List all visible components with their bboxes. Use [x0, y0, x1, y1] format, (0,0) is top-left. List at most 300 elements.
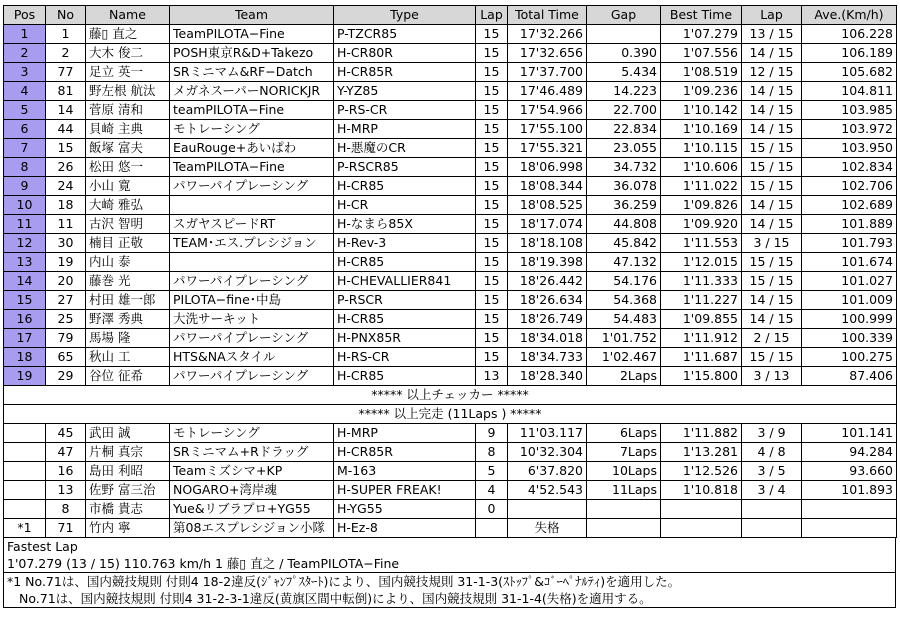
cell-team: パワーパイプレーシング — [170, 367, 334, 386]
cell-lap — [476, 519, 508, 538]
cell-no: 45 — [46, 424, 86, 443]
cell-gap: 36.078 — [587, 177, 661, 196]
header-row — [4, 6, 897, 25]
cell-lap: 15 — [476, 158, 508, 177]
cell-gap: 2Laps — [587, 367, 661, 386]
cell-no: 25 — [46, 310, 86, 329]
cell-gap: 11Laps — [587, 481, 661, 500]
cell-gap — [587, 500, 661, 519]
cell-average: 101.027 — [802, 272, 897, 291]
table-row — [4, 500, 897, 519]
cell-no: 13 — [46, 481, 86, 500]
cell-best-lap: 14 / 15 — [742, 101, 802, 120]
cell-average: 100.275 — [802, 348, 897, 367]
cell-team — [170, 196, 334, 215]
cell-type: H-悪魔のCR — [334, 139, 476, 158]
cell-best-lap: 3 / 9 — [742, 424, 802, 443]
cell-average: 103.972 — [802, 120, 897, 139]
cell-lap: 15 — [476, 44, 508, 63]
table-row — [4, 329, 897, 348]
table-row — [4, 424, 897, 443]
notes-section — [3, 573, 896, 608]
cell-lap: 15 — [476, 139, 508, 158]
cell-total-time: 18'34.018 — [508, 329, 587, 348]
table-row — [4, 272, 897, 291]
cell-best-lap: 15 / 15 — [742, 348, 802, 367]
cell-no: 30 — [46, 234, 86, 253]
cell-name: 大木 俊二 — [86, 44, 170, 63]
table-row — [4, 101, 897, 120]
cell-best-time: 1'10.818 — [661, 481, 742, 500]
cell-total-time: 17'54.966 — [508, 101, 587, 120]
cell-gap: 54.483 — [587, 310, 661, 329]
cell-lap: 15 — [476, 177, 508, 196]
cell-best-time: 1'15.800 — [661, 367, 742, 386]
cell-no: 19 — [46, 253, 86, 272]
cell-type: H-CR85R — [334, 443, 476, 462]
table-row — [4, 25, 897, 44]
cell-total-time: 18'26.442 — [508, 272, 587, 291]
cell-name: 竹内 寧 — [86, 519, 170, 538]
cell-name: 村田 雄一郎 — [86, 291, 170, 310]
cell-pos: 9 — [4, 177, 46, 196]
separator-row — [4, 386, 897, 405]
cell-team: HTS&NAスタイル — [170, 348, 334, 367]
cell-best-time: 1'11.687 — [661, 348, 742, 367]
table-row — [4, 462, 897, 481]
cell-pos: 11 — [4, 215, 46, 234]
cell-team: Teamミズシマ+KP — [170, 462, 334, 481]
cell-team — [170, 253, 334, 272]
cell-lap: 0 — [476, 500, 508, 519]
cell-team: POSH東京R&D+Takezo — [170, 44, 334, 63]
cell-type: H-Ez-8 — [334, 519, 476, 538]
cell-gap — [587, 25, 661, 44]
header-average: Ave.(Km/h) — [802, 6, 897, 25]
header-name: Name — [86, 6, 170, 25]
cell-name: 島田 利昭 — [86, 462, 170, 481]
cell-team: NOGARO+湾岸魂 — [170, 481, 334, 500]
table-row — [4, 44, 897, 63]
cell-best-lap: 14 / 15 — [742, 44, 802, 63]
cell-type: H-MRP — [334, 120, 476, 139]
cell-team: TEAM･エス.プレシジョン — [170, 234, 334, 253]
cell-type: P-RSCR — [334, 291, 476, 310]
cell-best-lap: 14 / 15 — [742, 196, 802, 215]
cell-pos: 14 — [4, 272, 46, 291]
cell-team: パワーパイプレーシング — [170, 177, 334, 196]
cell-type: H-YG55 — [334, 500, 476, 519]
cell-no: 47 — [46, 443, 86, 462]
cell-pos — [4, 424, 46, 443]
cell-total-time — [508, 500, 587, 519]
cell-name: 野澤 秀典 — [86, 310, 170, 329]
cell-total-time: 17'55.321 — [508, 139, 587, 158]
cell-team: TeamPILOTA−Fine — [170, 25, 334, 44]
cell-total-time: 17'32.266 — [508, 25, 587, 44]
cell-no: 77 — [46, 63, 86, 82]
cell-name: 飯塚 富夫 — [86, 139, 170, 158]
cell-gap: 14.223 — [587, 82, 661, 101]
cell-type: H-なまら85X — [334, 215, 476, 234]
cell-pos: 10 — [4, 196, 46, 215]
cell-gap: 54.176 — [587, 272, 661, 291]
checker-separator: ***** 以上チェッカー ***** — [4, 386, 897, 405]
cell-no: 18 — [46, 196, 86, 215]
header-lap: Lap — [476, 6, 508, 25]
cell-average: 101.889 — [802, 215, 897, 234]
cell-average — [802, 500, 897, 519]
cell-best-lap: 14 / 15 — [742, 215, 802, 234]
cell-name: 内山 泰 — [86, 253, 170, 272]
finish-separator: ***** 以上完走 (11Laps ) ***** — [4, 405, 897, 424]
cell-total-time: 失格 — [508, 519, 587, 538]
cell-lap: 15 — [476, 120, 508, 139]
cell-gap: 6Laps — [587, 424, 661, 443]
cell-total-time: 18'26.634 — [508, 291, 587, 310]
cell-total-time: 4'52.543 — [508, 481, 587, 500]
cell-best-time — [661, 519, 742, 538]
cell-best-time: 1'09.236 — [661, 82, 742, 101]
cell-name: 足立 英一 — [86, 63, 170, 82]
header-best-lap: Lap — [742, 6, 802, 25]
cell-type: H-CR85 — [334, 367, 476, 386]
fastest-lap-section — [3, 538, 896, 573]
cell-total-time: 17'32.656 — [508, 44, 587, 63]
cell-no: 20 — [46, 272, 86, 291]
cell-no: 44 — [46, 120, 86, 139]
cell-no: 71 — [46, 519, 86, 538]
cell-no: 1 — [46, 25, 86, 44]
table-row — [4, 177, 897, 196]
cell-pos: 19 — [4, 367, 46, 386]
cell-name: 藤▯ 直之 — [86, 25, 170, 44]
cell-team: パワーパイプレーシング — [170, 272, 334, 291]
table-row — [4, 120, 897, 139]
header-team: Team — [170, 6, 334, 25]
cell-type: H-CR85 — [334, 310, 476, 329]
header-pos: Pos — [4, 6, 46, 25]
cell-no: 11 — [46, 215, 86, 234]
cell-best-lap: 14 / 15 — [742, 310, 802, 329]
cell-no: 16 — [46, 462, 86, 481]
cell-name: 野左根 航汰 — [86, 82, 170, 101]
table-row — [4, 253, 897, 272]
cell-best-lap — [742, 500, 802, 519]
cell-lap: 15 — [476, 291, 508, 310]
table-row — [4, 234, 897, 253]
cell-pos: 12 — [4, 234, 46, 253]
cell-best-lap: 14 / 15 — [742, 291, 802, 310]
cell-team: EauRouge+あいぱわ — [170, 139, 334, 158]
cell-lap: 4 — [476, 481, 508, 500]
cell-best-lap: 14 / 15 — [742, 82, 802, 101]
table-row — [4, 481, 897, 500]
cell-pos — [4, 443, 46, 462]
cell-best-lap: 3 / 13 — [742, 367, 802, 386]
table-row — [4, 291, 897, 310]
cell-type: H-CR85 — [334, 253, 476, 272]
separator-row — [4, 405, 897, 424]
cell-best-time: 1'09.920 — [661, 215, 742, 234]
cell-total-time: 18'06.998 — [508, 158, 587, 177]
cell-best-lap: 12 / 15 — [742, 63, 802, 82]
cell-pos — [4, 462, 46, 481]
cell-team: メガネスーパーNORICKJR — [170, 82, 334, 101]
cell-pos — [4, 500, 46, 519]
cell-best-time: 1'07.556 — [661, 44, 742, 63]
cell-average: 102.706 — [802, 177, 897, 196]
cell-type: H-CHEVALLIER841 — [334, 272, 476, 291]
cell-no: 8 — [46, 500, 86, 519]
cell-best-time: 1'13.281 — [661, 443, 742, 462]
cell-gap: 47.132 — [587, 253, 661, 272]
cell-gap: 1'01.752 — [587, 329, 661, 348]
cell-gap: 44.808 — [587, 215, 661, 234]
cell-best-lap: 4 / 8 — [742, 443, 802, 462]
cell-average: 105.682 — [802, 63, 897, 82]
cell-best-time: 1'09.855 — [661, 310, 742, 329]
cell-team: モトレーシング — [170, 120, 334, 139]
cell-gap — [587, 519, 661, 538]
cell-name: 菅原 清和 — [86, 101, 170, 120]
header-total-time: Total Time — [508, 6, 587, 25]
fastest-lap-text: 1'07.279 (13 / 15) 110.763 km/h 1 藤▯ 直之 / TeamPILOTA−Fine — [7, 556, 400, 571]
cell-no: 15 — [46, 139, 86, 158]
cell-pos: 17 — [4, 329, 46, 348]
cell-lap: 5 — [476, 462, 508, 481]
cell-type: H-CR — [334, 196, 476, 215]
note-2: No.71は、国内競技規則 付則4 31-2-3-1違反(黄旗区間中転倒)により、国内競技規則 31-1-4(失格)を適用する。 — [19, 591, 652, 606]
cell-best-lap — [742, 519, 802, 538]
cell-lap: 13 — [476, 367, 508, 386]
cell-total-time: 18'26.749 — [508, 310, 587, 329]
cell-best-time: 1'11.227 — [661, 291, 742, 310]
cell-lap: 15 — [476, 82, 508, 101]
cell-no: 65 — [46, 348, 86, 367]
cell-pos — [4, 481, 46, 500]
cell-name: 武田 誠 — [86, 424, 170, 443]
cell-lap: 9 — [476, 424, 508, 443]
cell-best-time: 1'09.826 — [661, 196, 742, 215]
cell-name: 片桐 真宗 — [86, 443, 170, 462]
fastest-lap-title: Fastest Lap — [7, 539, 78, 554]
cell-team: SRミニマム+Rドラッグ — [170, 443, 334, 462]
cell-best-time: 1'12.015 — [661, 253, 742, 272]
cell-pos: 16 — [4, 310, 46, 329]
cell-no: 81 — [46, 82, 86, 101]
cell-gap: 22.834 — [587, 120, 661, 139]
cell-name: 古沢 智明 — [86, 215, 170, 234]
cell-no: 29 — [46, 367, 86, 386]
note-1: *1 No.71は、国内競技規則 付則4 18-2違反(ｼﾞｬﾝﾌﾟｽﾀｰﾄ)により、国内競技規則 31-1-3(ｽﾄｯﾌﾟ&ｺﾞｰﾍﾟﾅﾙﾃｨ)を適用した。 — [7, 574, 681, 589]
cell-lap: 15 — [476, 310, 508, 329]
cell-average: 102.834 — [802, 158, 897, 177]
cell-average: 93.660 — [802, 462, 897, 481]
cell-pos: 18 — [4, 348, 46, 367]
cell-name: 佐野 富三治 — [86, 481, 170, 500]
cell-average: 102.689 — [802, 196, 897, 215]
cell-gap: 45.842 — [587, 234, 661, 253]
cell-no: 14 — [46, 101, 86, 120]
cell-total-time: 6'37.820 — [508, 462, 587, 481]
cell-type: P-RSCR85 — [334, 158, 476, 177]
cell-average: 94.284 — [802, 443, 897, 462]
cell-best-lap: 15 / 15 — [742, 253, 802, 272]
cell-best-lap: 3 / 4 — [742, 481, 802, 500]
cell-lap: 15 — [476, 215, 508, 234]
cell-lap: 15 — [476, 272, 508, 291]
cell-type: H-PNX85R — [334, 329, 476, 348]
cell-team: Yue&リブラプロ+YG55 — [170, 500, 334, 519]
cell-total-time: 17'46.489 — [508, 82, 587, 101]
cell-pos: 6 — [4, 120, 46, 139]
cell-type: M-163 — [334, 462, 476, 481]
cell-gap: 5.434 — [587, 63, 661, 82]
cell-average: 103.950 — [802, 139, 897, 158]
cell-name: 楠目 正敬 — [86, 234, 170, 253]
table-row — [4, 215, 897, 234]
cell-best-lap: 15 / 15 — [742, 158, 802, 177]
cell-total-time: 11'03.117 — [508, 424, 587, 443]
cell-total-time: 17'55.100 — [508, 120, 587, 139]
table-row — [4, 139, 897, 158]
cell-best-time: 1'11.553 — [661, 234, 742, 253]
cell-pos: 3 — [4, 63, 46, 82]
cell-total-time: 18'34.733 — [508, 348, 587, 367]
cell-best-time: 1'10.169 — [661, 120, 742, 139]
header-best-time: Best Time — [661, 6, 742, 25]
table-row — [4, 158, 897, 177]
cell-gap: 54.368 — [587, 291, 661, 310]
cell-gap: 0.390 — [587, 44, 661, 63]
cell-type: H-SUPER FREAK! — [334, 481, 476, 500]
cell-average: 100.339 — [802, 329, 897, 348]
cell-name: 秋山 工 — [86, 348, 170, 367]
cell-gap: 36.259 — [587, 196, 661, 215]
cell-best-time: 1'11.333 — [661, 272, 742, 291]
cell-no: 27 — [46, 291, 86, 310]
cell-team: スガヤスピードRT — [170, 215, 334, 234]
cell-best-time: 1'07.279 — [661, 25, 742, 44]
cell-gap: 1'02.467 — [587, 348, 661, 367]
cell-lap: 15 — [476, 234, 508, 253]
table-row — [4, 367, 897, 386]
table-row — [4, 348, 897, 367]
cell-best-time: 1'11.912 — [661, 329, 742, 348]
cell-type: H-MRP — [334, 424, 476, 443]
cell-gap: 7Laps — [587, 443, 661, 462]
cell-lap: 15 — [476, 329, 508, 348]
cell-pos: 2 — [4, 44, 46, 63]
cell-name: 藤巻 光 — [86, 272, 170, 291]
cell-best-time — [661, 500, 742, 519]
cell-lap: 15 — [476, 25, 508, 44]
cell-type: H-Rev-3 — [334, 234, 476, 253]
cell-total-time: 18'08.344 — [508, 177, 587, 196]
cell-total-time: 18'17.074 — [508, 215, 587, 234]
cell-gap: 34.732 — [587, 158, 661, 177]
table-row — [4, 310, 897, 329]
cell-average: 104.811 — [802, 82, 897, 101]
table-row — [4, 443, 897, 462]
cell-pos: 15 — [4, 291, 46, 310]
cell-name: 市橋 貴志 — [86, 500, 170, 519]
cell-team: teamPILOTA−Fine — [170, 101, 334, 120]
cell-average: 100.999 — [802, 310, 897, 329]
cell-total-time: 18'19.398 — [508, 253, 587, 272]
cell-average: 103.985 — [802, 101, 897, 120]
cell-pos: 8 — [4, 158, 46, 177]
cell-best-lap: 3 / 15 — [742, 234, 802, 253]
cell-team: TeamPILOTA−Fine — [170, 158, 334, 177]
cell-team: モトレーシング — [170, 424, 334, 443]
cell-gap: 10Laps — [587, 462, 661, 481]
cell-best-time: 1'12.526 — [661, 462, 742, 481]
cell-total-time: 18'28.340 — [508, 367, 587, 386]
cell-gap: 22.700 — [587, 101, 661, 120]
cell-type: H-CR85R — [334, 63, 476, 82]
cell-name: 松田 悠一 — [86, 158, 170, 177]
cell-lap: 15 — [476, 196, 508, 215]
cell-name: 貝崎 主典 — [86, 120, 170, 139]
cell-average: 101.674 — [802, 253, 897, 272]
cell-best-time: 1'08.519 — [661, 63, 742, 82]
cell-average: 101.009 — [802, 291, 897, 310]
cell-average — [802, 519, 897, 538]
cell-pos: 1 — [4, 25, 46, 44]
cell-best-time: 1'11.022 — [661, 177, 742, 196]
cell-best-lap: 15 / 15 — [742, 272, 802, 291]
cell-average: 101.893 — [802, 481, 897, 500]
cell-name: 谷位 征希 — [86, 367, 170, 386]
cell-best-time: 1'10.606 — [661, 158, 742, 177]
cell-best-time: 1'11.882 — [661, 424, 742, 443]
cell-name: 馬場 隆 — [86, 329, 170, 348]
cell-no: 24 — [46, 177, 86, 196]
cell-team: パワーパイプレーシング — [170, 329, 334, 348]
cell-no: 2 — [46, 44, 86, 63]
cell-best-lap: 3 / 5 — [742, 462, 802, 481]
cell-team: 第08エスプレシジョン小隊 — [170, 519, 334, 538]
cell-type: H-CR80R — [334, 44, 476, 63]
cell-lap: 15 — [476, 253, 508, 272]
cell-name: 小山 寛 — [86, 177, 170, 196]
cell-average: 101.793 — [802, 234, 897, 253]
cell-pos: 7 — [4, 139, 46, 158]
cell-name: 大崎 雅弘 — [86, 196, 170, 215]
cell-team: SRミニマム&RF−Datch — [170, 63, 334, 82]
cell-gap: 23.055 — [587, 139, 661, 158]
cell-lap: 15 — [476, 63, 508, 82]
cell-best-lap: 14 / 15 — [742, 120, 802, 139]
cell-best-lap: 15 / 15 — [742, 139, 802, 158]
header-gap: Gap — [587, 6, 661, 25]
cell-type: H-CR85 — [334, 177, 476, 196]
cell-pos: 5 — [4, 101, 46, 120]
cell-average: 106.228 — [802, 25, 897, 44]
cell-average: 87.406 — [802, 367, 897, 386]
table-row — [4, 196, 897, 215]
header-type: Type — [334, 6, 476, 25]
cell-pos: 13 — [4, 253, 46, 272]
cell-lap: 15 — [476, 348, 508, 367]
cell-best-lap: 15 / 15 — [742, 177, 802, 196]
table-row — [4, 519, 897, 538]
table-row — [4, 82, 897, 101]
cell-team: PILOTA−fine･中島 — [170, 291, 334, 310]
cell-lap: 8 — [476, 443, 508, 462]
